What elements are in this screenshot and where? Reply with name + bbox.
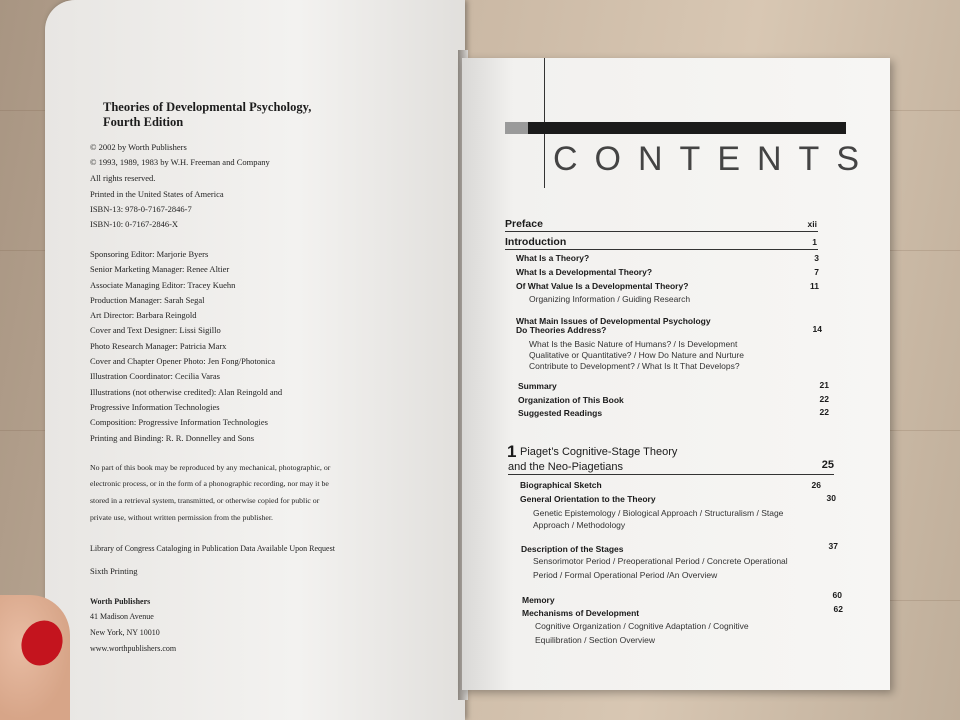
toc-page-number: 21 [819, 380, 829, 390]
notice-line: electronic process, or in the form of a phonographic recording, nor may it be [90, 479, 329, 488]
credit-line: Progressive Information Technologies [90, 402, 220, 412]
toc-page-number: 25 [821, 459, 834, 471]
chapter-title-line1: Piaget’s Cognitive-Stage Theory [520, 446, 678, 458]
toc-entry: Summary [518, 381, 557, 391]
toc-entry: General Orientation to the Theory [520, 494, 656, 504]
toc-page-number: 26 [811, 480, 821, 490]
toc-page-number: 1 [812, 237, 817, 247]
book-title-line2: Fourth Edition [103, 115, 184, 129]
credit-line: Art Director: Barbara Reingold [90, 310, 197, 320]
notice-line: private use, without written permission from the publisher. [90, 513, 273, 522]
notice-line: stored in a retrieval system, transmitted, or otherwise copied for public or [90, 496, 320, 505]
isbn-10: ISBN-10: 0-7167-2846-X [90, 219, 179, 229]
toc-entry: Organization of This Book [518, 395, 624, 405]
credit-line: Photo Research Manager: Patricia Marx [90, 341, 227, 351]
toc-rule [505, 231, 818, 232]
toc-subentry: Organizing Information / Guiding Research [529, 294, 691, 304]
credit-line: Printing and Binding: R. R. Donnelley and Sons [90, 433, 255, 443]
toc-subentry: Equilibration / Section Overview [535, 635, 656, 645]
credit-line: Illustrations (not otherwise credited): Alan Reingold and [90, 387, 283, 397]
publisher-city: New York, NY 10010 [90, 628, 160, 637]
toc-page-number: 14 [812, 324, 822, 334]
toc-page-number: 37 [828, 541, 838, 551]
toc-page-number: 62 [833, 604, 843, 614]
toc-subentry: Qualitative or Quantitative? / How Do Nature and Nurture [529, 350, 744, 360]
copyright-line: All rights reserved. [90, 173, 156, 183]
credit-line: Cover and Text Designer: Lissi Sigillo [90, 325, 221, 335]
credit-line: Sponsoring Editor: Marjorie Byers [90, 249, 209, 259]
toc-introduction: Introduction [505, 236, 567, 248]
toc-entry: Biographical Sketch [520, 480, 602, 490]
toc-page-number: 3 [814, 253, 819, 263]
copyright-line: Printed in the United States of America [90, 189, 224, 199]
toc-entry: Do Theories Address? [516, 325, 607, 335]
book-title [103, 100, 311, 130]
toc-rule [505, 249, 818, 250]
publisher-address: 41 Madison Avenue [90, 612, 154, 621]
toc-subentry: Period / Formal Operational Period /An Overview [533, 570, 718, 580]
chapter-number: 1 [507, 442, 517, 461]
toc-subentry: Genetic Epistemology / Biological Approach / Structuralism / Stage [533, 508, 784, 518]
header-bar-grey [505, 122, 528, 134]
toc-page-number: 60 [832, 590, 842, 600]
credit-line: Senior Marketing Manager: Renee Altier [90, 264, 230, 274]
credit-line: Associate Managing Editor: Tracey Kuehn [90, 280, 236, 290]
toc-subentry: What Is the Basic Nature of Humans? / Is Development [529, 339, 738, 349]
toc-preface: Preface [505, 218, 543, 230]
chapter-title-line2: and the Neo-Piagetians [508, 461, 623, 473]
toc-entry: What Is a Developmental Theory? [516, 267, 653, 277]
toc-page-number: 30 [826, 493, 836, 503]
contents-heading: CONTENTS [553, 140, 876, 178]
notice-line: No part of this book may be reproduced by any mechanical, photographic, or [90, 463, 331, 472]
toc-page-number: 11 [810, 281, 819, 291]
toc-entry: What Main Issues of Developmental Psychology [516, 316, 711, 326]
toc-subentry: Approach / Methodology [533, 520, 626, 530]
isbn-13: ISBN-13: 978-0-7167-2846-7 [90, 204, 192, 214]
toc-entry: Memory [522, 595, 555, 605]
loc-notice: Library of Congress Cataloging in Publication Data Available Upon Request [90, 544, 335, 553]
credit-line: Production Manager: Sarah Segal [90, 295, 205, 305]
book-title-line1: Theories of Developmental Psychology, [103, 100, 312, 114]
toc-entry: What Is a Theory? [516, 253, 590, 263]
printing-notice: Sixth Printing [90, 566, 138, 576]
credit-line: Illustration Coordinator: Cecilia Varas [90, 371, 220, 381]
copyright-line: © 1993, 1989, 1983 by W.H. Freeman and Company [90, 157, 270, 167]
copyright-line: © 2002 by Worth Publishers [90, 142, 187, 152]
toc-rule [508, 474, 834, 475]
publisher-name: Worth Publishers [90, 597, 151, 606]
toc-entry: Description of the Stages [521, 544, 624, 554]
toc-entry: Of What Value Is a Developmental Theory? [516, 281, 689, 291]
credit-line: Composition: Progressive Information Technologies [90, 417, 268, 427]
toc-entry: Suggested Readings [518, 408, 603, 418]
toc-page-number: xii [807, 219, 817, 229]
credit-line: Cover and Chapter Opener Photo: Jen Fong/Photonica [90, 356, 276, 366]
toc-subentry: Sensorimotor Period / Preoperational Period / Concrete Operational [533, 556, 788, 566]
toc-entry: Mechanisms of Development [522, 608, 640, 618]
publisher-url: www.worthpublishers.com [90, 644, 177, 653]
toc-subentry: Contribute to Development? / What Is It That Develops? [529, 361, 740, 371]
header-bar-black [528, 122, 846, 134]
toc-page-number: 22 [819, 407, 829, 417]
toc-page-number: 7 [814, 267, 819, 277]
toc-subentry: Cognitive Organization / Cognitive Adaptation / Cognitive [535, 621, 749, 631]
toc-page-number: 22 [819, 394, 829, 404]
